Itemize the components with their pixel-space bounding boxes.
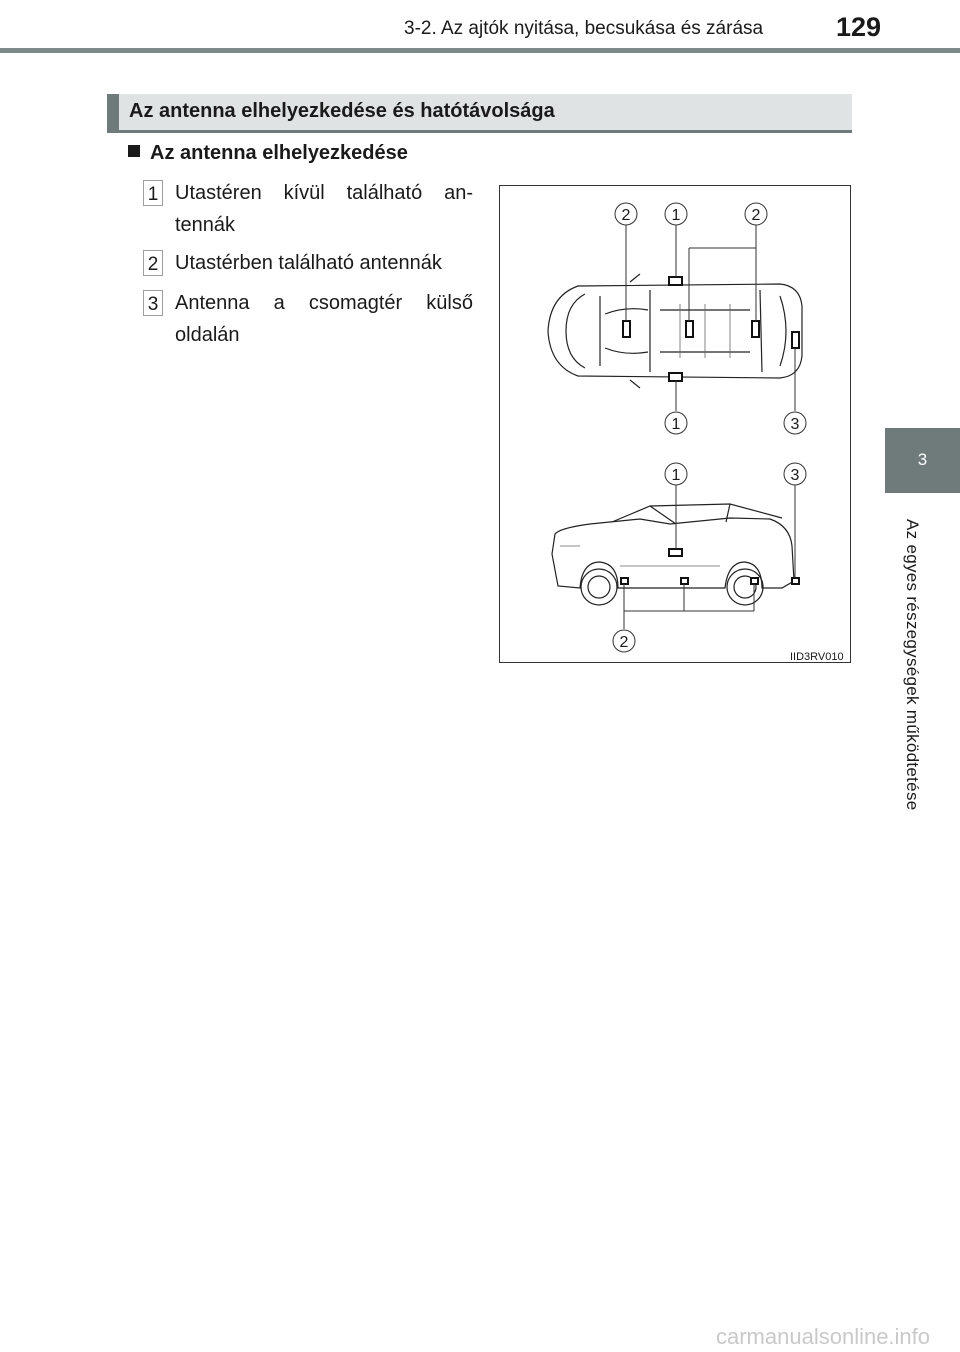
chapter-title: Az egyes részegységek működtetése [903, 519, 922, 811]
list-item-1 [175, 177, 473, 241]
antenna-marker [669, 373, 682, 381]
square-bullet-icon [128, 145, 140, 157]
subsection-title: Az antenna elhelyezkedése [150, 142, 408, 164]
list-item-1-line1: Utastéren kívül található an- [175, 182, 473, 204]
subsection-heading [128, 142, 408, 165]
list-item-2-line1: Utastérben található antennák [175, 252, 442, 274]
antenna-marker [681, 578, 688, 584]
page-number: 129 [836, 12, 882, 42]
number-badge-1-icon [143, 180, 163, 206]
number-badge-1-text: 1 [147, 184, 159, 205]
car-top-view [548, 274, 802, 388]
antenna-marker [686, 321, 693, 337]
antenna-marker [792, 578, 799, 584]
list-item-3-line1: Antenna a csomagtér külső [175, 292, 473, 314]
number-badge-2-icon [143, 250, 163, 276]
antenna-marker [669, 277, 682, 285]
top-callout-4: 1 [671, 416, 681, 433]
number-badge-3-icon [143, 290, 163, 316]
antenna-marker [669, 549, 682, 556]
watermark: carmanualsonline.info [716, 1324, 931, 1349]
top-callout-5: 3 [790, 416, 800, 433]
list-item-2 [175, 247, 473, 279]
antenna-marker [623, 321, 630, 337]
section-title: Az antenna elhelyezkedése és hatótávolsága [129, 100, 555, 122]
number-badge-2-text: 2 [147, 254, 159, 275]
top-callout-3: 2 [751, 207, 761, 224]
side-callout-3: 2 [619, 634, 629, 651]
top-callout-2: 1 [671, 207, 681, 224]
list-item-3 [175, 287, 473, 351]
side-callout-2: 3 [790, 467, 800, 484]
list-item-3-line2: oldalán [175, 324, 240, 346]
number-badge-3-text: 3 [147, 294, 159, 315]
antenna-marker [792, 332, 799, 348]
header-section-title: 3-2. Az ajtók nyitása, becsukása és zárása [404, 18, 764, 39]
side-callout-1: 1 [671, 467, 681, 484]
header-rule [0, 48, 960, 53]
antenna-marker [621, 578, 628, 584]
car-diagram [500, 186, 850, 662]
top-callout-1: 2 [621, 207, 631, 224]
antenna-location-figure [499, 185, 851, 663]
figure-code: IID3RV010 [790, 651, 844, 663]
antenna-marker [752, 321, 759, 337]
list-item-1-line2: tennák [175, 214, 236, 236]
chapter-number: 3 [917, 450, 928, 469]
chapter-tab [885, 428, 960, 493]
section-underline [107, 130, 852, 133]
section-heading [107, 94, 852, 130]
antenna-marker [751, 578, 758, 584]
